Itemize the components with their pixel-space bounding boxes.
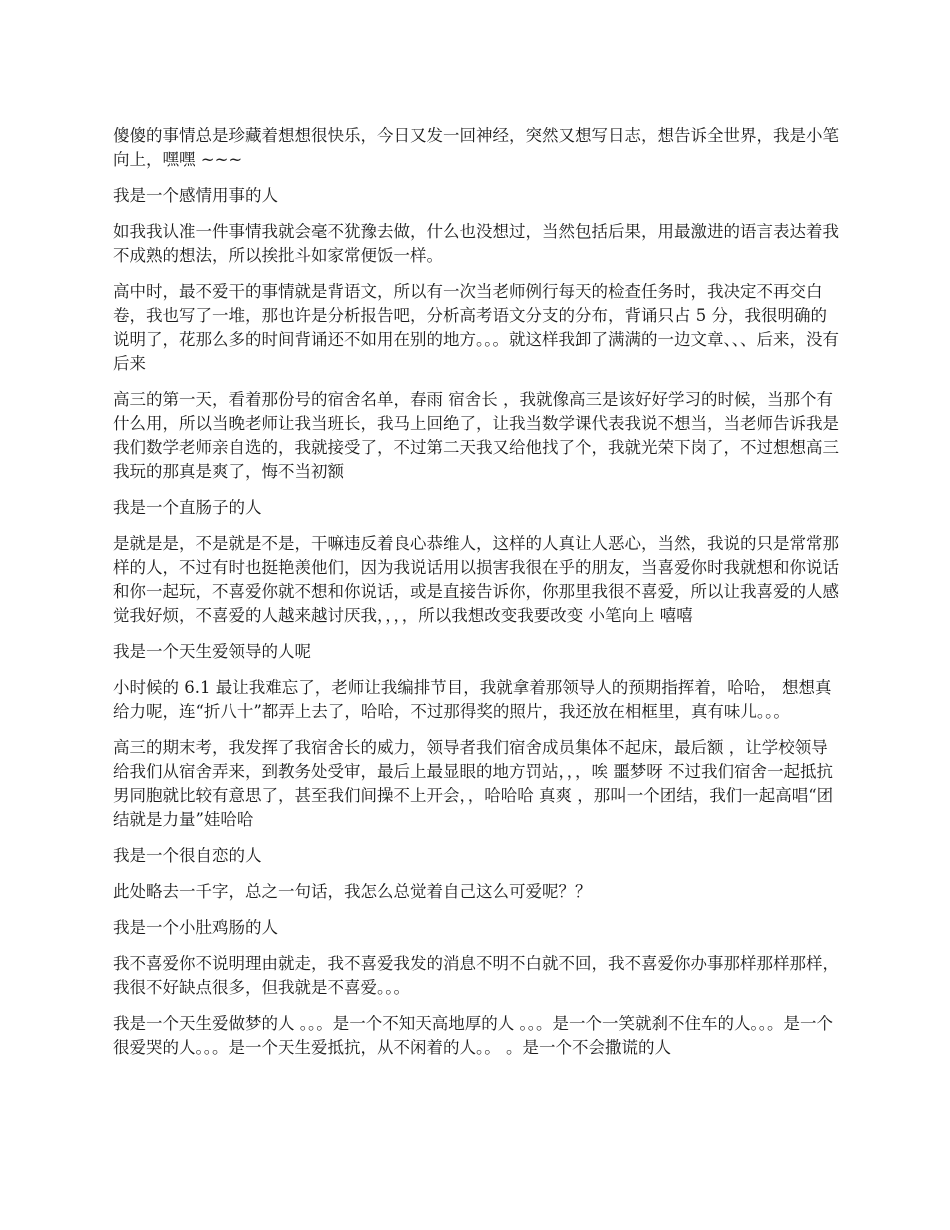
- body-paragraph: 高三的期末考，我发挥了我宿舍长的威力，领导者我们宿舍成员集体不起床，最后额 ，让学校领导给我们从宿舍弄来，到教务处受审，最后上最显眼的地方罚站，，，唉 噩梦呀 不过我们宿舍一起抵抗男同胞就比较有意思了，甚至我们间操不上开会，，哈哈哈 真爽 ，那叫一个团结，我们一起高唱“团结就是力量”娃哈哈: [113, 738, 834, 829]
- intro-paragraph: 傻傻的事情总是珍藏着想想很快乐，今日又发一回神经，突然又想写日志，想告诉全世界，我是小笔向上，嘿嘿 ~~~: [113, 126, 839, 169]
- section-heading: 我是一个感情用事的人: [113, 186, 278, 205]
- document-body: [113, 124, 843, 1072]
- section-heading: 我是一个天生爱领导的人呢: [113, 642, 311, 661]
- section-heading: 我是一个很自恋的人: [113, 846, 262, 865]
- body-paragraph: 高三的第一天，看着那份号的宿舍名单，春雨 宿舍长 ，我就像高三是该好好学习的时候，当那个有什么用，所以当晚老师让我当班长，我马上回绝了，让我当数学课代表我说不想当，当老师告诉我是我们数学老师亲自选的，我就接受了，不过第二天我又给他找了个，我就光荣下岗了，不过想想高三我玩的那真是爽了，悔不当初额: [113, 390, 839, 481]
- body-paragraph: 是就是是，不是就是不是，干嘛违反着良心恭维人，这样的人真让人恶心，当然，我说的只是常常那样的人，不过有时也挺艳羡他们，因为我说话用以损害我很在乎的朋友，当喜爱你时我就想和你说话和你一起玩，不喜爱你就不想和你说话，或是直接告诉你，你那里我很不喜爱，所以让我喜爱的人感觉我好烦，不喜爱的人越来越讨厌我，，，，所以我想改变我要改变 小笔向上 嘻嘻: [113, 534, 839, 625]
- body-paragraph: 我不喜爱你不说明理由就走，我不喜爱我发的消息不明不白就不回，我不喜爱你办事那样那样那样，我很不好缺点很多，但我就是不喜爱。。。: [113, 954, 839, 997]
- section-heading: 我是一个小肚鸡肠的人: [113, 918, 278, 937]
- section-heading: 我是一个直肠子的人: [113, 498, 262, 517]
- body-paragraph: 高中时，最不爱干的事情就是背语文，所以有一次当老师例行每天的检查任务时，我决定不再交白卷，我也写了一堆，那也许是分析报告吧，分析高考语文分支的分布，背诵只占 5 分，我很明确的说明了，花那么多的时间背诵还不如用在别的地方。。。就这样我卸了满满的一边文章、、、后来，没有后来: [113, 282, 839, 373]
- body-paragraph: 小时候的 6.1 最让我难忘了，老师让我编排节目，我就拿着那领导人的预期指挥着，哈哈， 想想真给力呢，连“折八十”都弄上去了，哈哈，不过那得奖的照片，我还放在相框里，真有味儿。。。: [113, 678, 832, 721]
- body-paragraph: 如我我认准一件事情我就会毫不犹豫去做，什么也没想过，当然包括后果，用最激进的语言表达着我不成熟的想法，所以挨批斗如家常便饭一样。: [113, 222, 839, 265]
- closing-paragraph: 我是一个天生爱做梦的人 。。。是一个不知天高地厚的人 。。。是一个一笑就刹不住车的人。。。是一个很爱哭的人。。。是一个天生爱抵抗，从不闲着的人。。 。是一个不会撒谎的人: [113, 1014, 833, 1057]
- body-paragraph: 此处略去一千字，总之一句话，我怎么总觉着自己这么可爱呢？？: [113, 882, 592, 901]
